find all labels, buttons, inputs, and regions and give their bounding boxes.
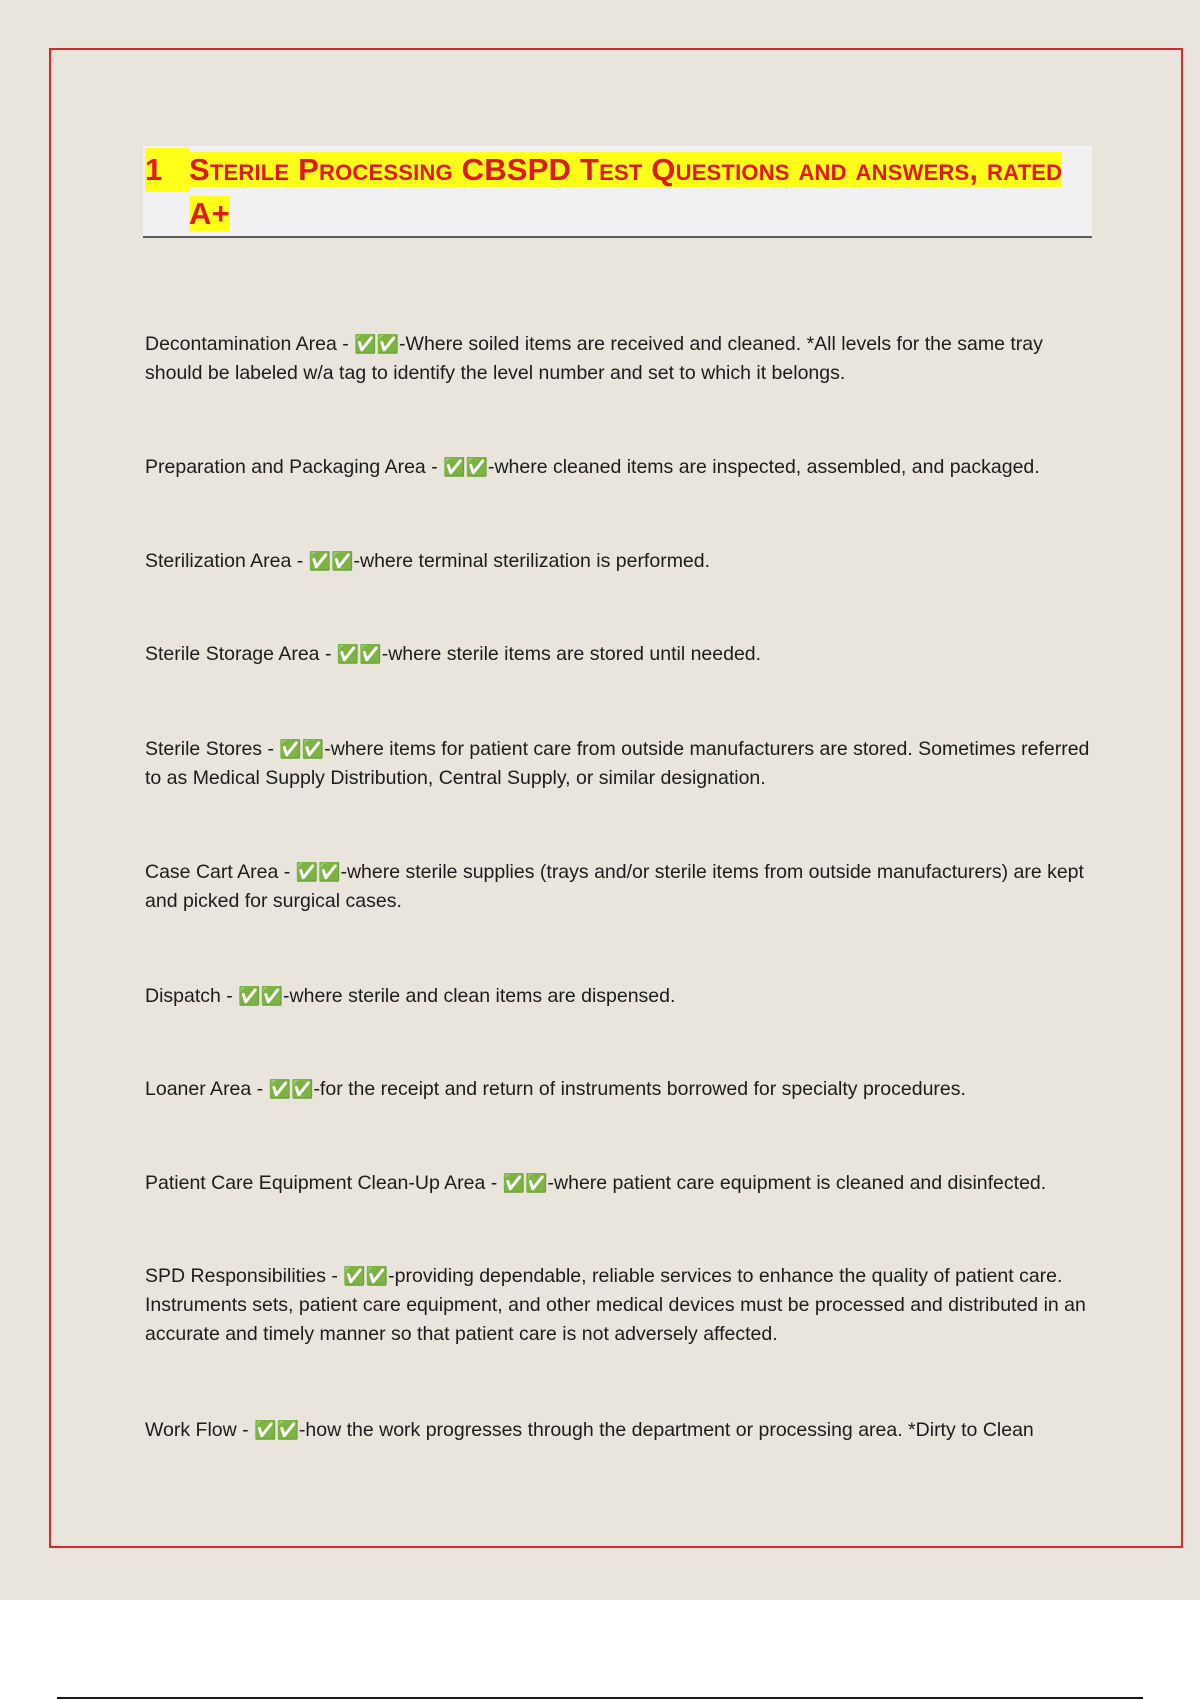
double-check-icon: ✅✅: [268, 1079, 314, 1100]
entry-term: Patient Care Equipment Clean-Up Area: [145, 1172, 486, 1194]
entry-term: Work Flow: [145, 1419, 237, 1441]
entry-definition: -where sterile and clean items are dispensed.: [283, 985, 676, 1007]
entry-definition: -where patient care equipment is cleaned and disinfected.: [547, 1172, 1047, 1194]
qa-entry: Loaner Area - ✅✅-for the receipt and return of instruments borrowed for specialty procedures.: [145, 1078, 966, 1100]
entry-definition: -where sterile items are stored until needed.: [381, 643, 762, 665]
entry-definition: -Where soiled items are received and cleaned. *All levels for the same tray should be labeled w/a tag to identify the level number and set to which it belongs.: [145, 333, 1043, 384]
double-check-icon: ✅✅: [336, 644, 382, 665]
entry-term: Decontamination Area: [145, 333, 337, 355]
entry-term: Sterile Storage Area: [145, 643, 320, 665]
double-check-icon: ✅✅: [279, 739, 325, 760]
entry-definition: -where cleaned items are inspected, assembled, and packaged.: [487, 456, 1040, 478]
qa-entry: Sterile Stores - ✅✅-where items for patient care from outside manufacturers are stored. Sometimes referred to as Medical Supply Distribution, Central Supply, or similar designation.: [145, 738, 1090, 789]
double-check-icon: ✅✅: [254, 1420, 299, 1441]
entry-definition: -where sterile supplies (trays and/or sterile items from outside manufacturers) are kept and picked for surgical cases.: [145, 861, 1084, 912]
entry-term: Sterile Stores: [145, 738, 263, 760]
document-heading: [145, 148, 1085, 236]
qa-entry: Preparation and Packaging Area - ✅✅-where cleaned items are inspected, assembled, and packaged.: [145, 456, 1040, 478]
footer-divider: [57, 1697, 1143, 1699]
double-check-icon: ✅✅: [502, 1173, 548, 1194]
double-check-icon: ✅✅: [308, 551, 354, 572]
qa-entry: Decontamination Area - ✅✅-Where soiled items are received and cleaned. *All levels for the same tray should be labeled w/a tag to identify the level number and set to which it belongs.: [145, 333, 1043, 384]
entry-definition: -providing dependable, reliable services to enhance the quality of patient care. Instruments sets, patient care equipment, and other medical devices must be processed and distributed in an accurate and timely manner so that patient care is not adversely affected.: [145, 1265, 1086, 1345]
double-check-icon: ✅✅: [343, 1266, 389, 1287]
entry-definition: -where terminal sterilization is performed.: [353, 550, 711, 572]
entry-definition: -how the work progresses through the department or processing area. *Dirty to Clean: [298, 1419, 1034, 1441]
entry-term: Sterilization Area: [145, 550, 292, 572]
qa-entry: Dispatch - ✅✅-where sterile and clean items are dispensed.: [145, 985, 676, 1007]
qa-entry: Sterile Storage Area - ✅✅-where sterile items are stored until needed.: [145, 643, 762, 665]
double-check-icon: ✅✅: [295, 862, 341, 883]
heading-title: Sterile Processing CBSPD Test Questions and answers, rated A+: [189, 152, 1063, 231]
entry-term: Loaner Area: [145, 1078, 252, 1100]
qa-entry: SPD Responsibilities - ✅✅-providing dependable, reliable services to enhance the quality of patient care. Instruments sets, patient care equipment, and other medical devices must be processed and distributed in an accurate and timely manner so that patient care is not adversely affected.: [145, 1265, 1086, 1345]
entry-term: Preparation and Packaging Area: [145, 456, 426, 478]
qa-entry: Case Cart Area - ✅✅-where sterile supplies (trays and/or sterile items from outside manufacturers) are kept and picked for surgical cases.: [145, 861, 1084, 912]
entry-definition: -where items for patient care from outside manufacturers are stored. Sometimes referred to as Medical Supply Distribution, Central Supply, or similar designation.: [145, 738, 1090, 789]
heading-number: 1: [145, 148, 189, 192]
entry-term: SPD Responsibilities: [145, 1265, 326, 1287]
entry-term: Dispatch: [145, 985, 221, 1007]
entry-definition: -for the receipt and return of instruments borrowed for specialty procedures.: [313, 1078, 966, 1100]
double-check-icon: ✅✅: [238, 986, 284, 1007]
qa-entry: Patient Care Equipment Clean-Up Area - ✅✅-where patient care equipment is cleaned and disinfected.: [145, 1172, 1047, 1194]
qa-entry: Sterilization Area - ✅✅-where terminal sterilization is performed.: [145, 550, 711, 572]
qa-entry: Work Flow - ✅✅-how the work progresses through the department or processing area. *Dirty to Clean: [145, 1419, 1034, 1441]
double-check-icon: ✅✅: [354, 334, 400, 355]
entry-term: Case Cart Area: [145, 861, 279, 883]
double-check-icon: ✅✅: [443, 457, 488, 478]
